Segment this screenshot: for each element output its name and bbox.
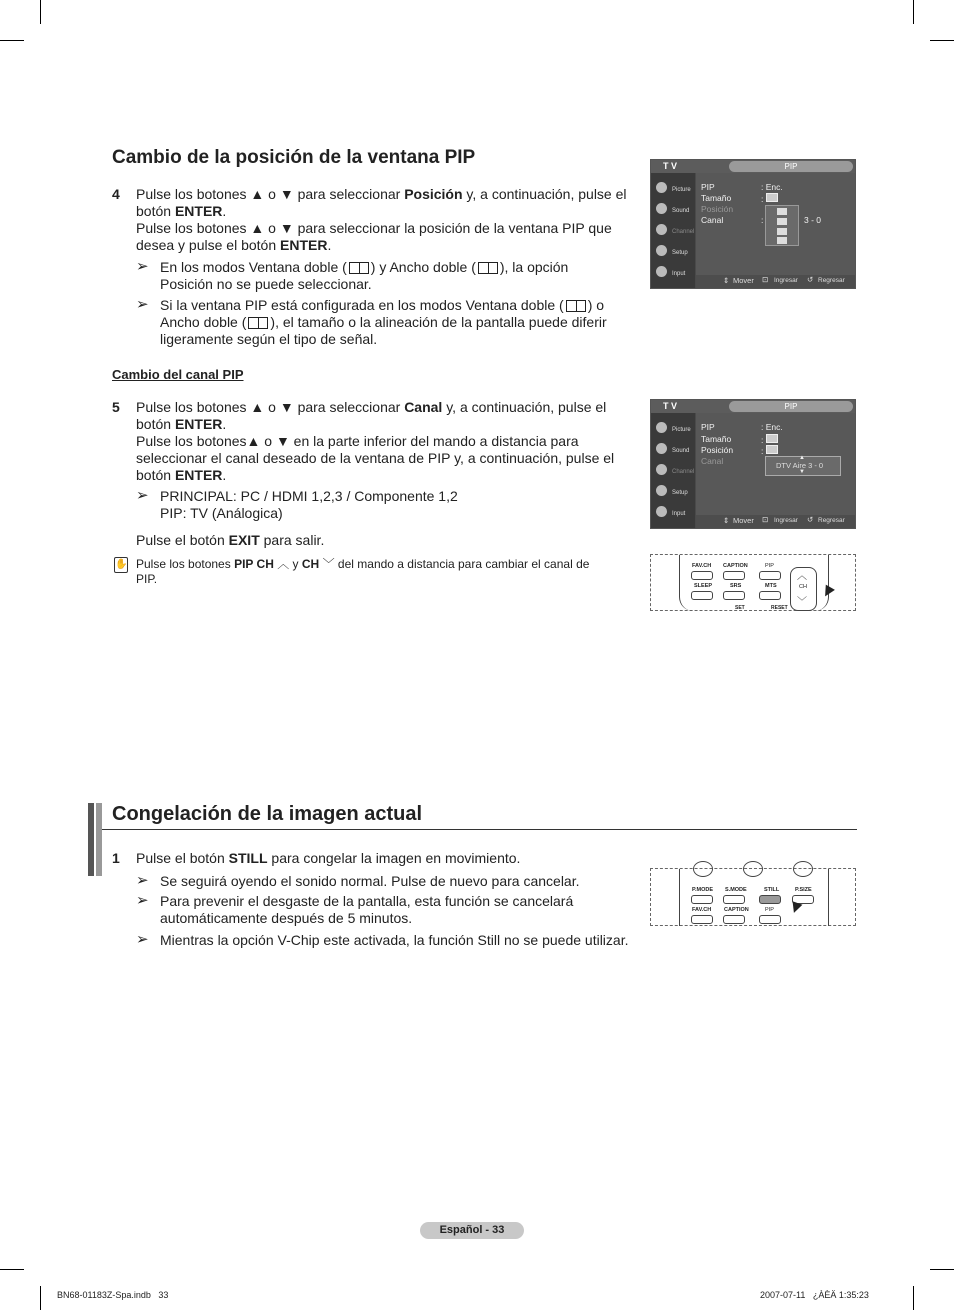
button-label: PIP [765, 907, 774, 913]
remote-control-illustration [650, 868, 856, 926]
crop-mark [40, 0, 41, 24]
text: Regresar [818, 517, 845, 524]
dual-window-icon [566, 300, 586, 312]
text: ), el tamaño o la alineación de la pantalla puede diferir [270, 314, 607, 330]
button-label: PIP [765, 563, 774, 569]
position-option [777, 237, 787, 244]
sound-icon [656, 203, 667, 214]
menu-row: Canal [701, 456, 724, 466]
sidebar-item-sound [654, 440, 694, 460]
step-number: 4 [112, 186, 120, 202]
note-text: Mientras la opción V-Chip este activada, la función Still no se puede utilizar. [160, 932, 629, 948]
text: Canal [404, 399, 443, 415]
setup-icon [656, 485, 667, 496]
step-number: 5 [112, 399, 120, 415]
text: Si la ventana PIP está configurada en los modos Ventana doble ( [160, 297, 564, 313]
position-option [777, 208, 787, 215]
tip-icon: ✋ [114, 557, 128, 573]
text: automáticamente después de 5 minutos. [160, 910, 413, 926]
tv-menu-screenshot [650, 159, 856, 289]
menu-value: : [761, 215, 764, 225]
section-marker-bar [88, 803, 94, 876]
sidebar-item-setup [654, 482, 694, 502]
input-icon [656, 266, 667, 277]
button-label: CAPTION [723, 563, 748, 569]
text: Para prevenir el desgaste de la pantalla, esta función se cancelará [160, 893, 574, 909]
text: CH [301, 557, 320, 571]
note-text [160, 488, 458, 522]
round-button [793, 861, 813, 877]
sidebar-item-channel [654, 461, 694, 481]
note-arrow-icon: ➢ [136, 892, 149, 909]
text: ENTER [174, 416, 223, 432]
text: ENTER [174, 467, 223, 483]
text: ), la opción [499, 259, 569, 275]
text: y, a continuación, pulse el [462, 186, 627, 202]
text: Pulse los botones ▲ o ▼ para seleccionar [136, 399, 405, 415]
sidebar-item-picture [654, 419, 694, 439]
text: Sound [672, 448, 690, 454]
channel-icon [656, 464, 667, 475]
picture-icon [656, 182, 667, 193]
dual-wide-icon [248, 317, 268, 329]
button-label: MTS [765, 583, 777, 589]
text: PRINCIPAL: PC / HDMI 1,2,3 / Componente 1,2 [160, 488, 458, 504]
menu-bottom-bar [696, 515, 855, 528]
tip-text [136, 557, 626, 587]
move-icon: ⇕ [723, 516, 730, 525]
note-text: Se seguirá oyendo el sonido normal. Pulse de nuevo para cancelar. [160, 873, 580, 889]
text: ) y Ancho doble ( [370, 259, 476, 275]
text: Pulse los botones ▲ o ▼ para seleccionar [136, 186, 405, 202]
text: botón [136, 203, 175, 219]
chevron-up-icon: ︿ [277, 557, 290, 571]
pointing-hand-icon: ▼ [815, 577, 841, 605]
picture-icon [656, 422, 667, 433]
menu-value: : [761, 193, 778, 204]
button-label: CAPTION [724, 907, 749, 913]
caption-button [723, 571, 745, 580]
note-text [160, 893, 573, 927]
channel-popup [765, 456, 841, 476]
menu-row: Tamaño [701, 193, 732, 203]
step-number: 1 [112, 850, 120, 866]
menu-value: 3 - 0 [804, 215, 822, 225]
button-label: SRS [730, 583, 742, 589]
dual-wide-icon [478, 262, 498, 274]
text: botón [136, 467, 175, 483]
menu-sidebar [651, 173, 695, 288]
menu-tab: PIP [729, 401, 853, 412]
round-button [693, 861, 713, 877]
caption-button [723, 915, 745, 924]
menu-tab: PIP [729, 161, 853, 172]
text: ) o [587, 297, 605, 313]
menu-main [696, 413, 855, 528]
note-text [160, 297, 630, 348]
text: y, a continuación, pulse el [442, 399, 607, 415]
button-label: FAV.CH [692, 907, 712, 913]
sleep-button [691, 591, 713, 600]
menu-row: PIP [701, 182, 715, 192]
button-label: RESET [771, 605, 788, 611]
menu-row: PIP [701, 422, 715, 432]
position-icon [766, 445, 778, 454]
setup-icon [656, 245, 667, 256]
sidebar-item-input [654, 263, 694, 283]
note-arrow-icon: ➢ [136, 487, 149, 504]
title-underline [102, 829, 857, 830]
text: ENTER [174, 203, 223, 219]
channel-icon [656, 224, 667, 235]
text: STILL [228, 850, 268, 866]
menu-row: Posición [701, 204, 734, 214]
fav-ch-button [691, 915, 713, 924]
tv-menu-screenshot [650, 399, 856, 529]
text: . [222, 467, 227, 483]
note-arrow-icon: ➢ [136, 931, 149, 948]
crop-mark [913, 1286, 914, 1310]
chevron-down-icon: ﹀ [322, 557, 335, 571]
chevron-up-icon: ▲ [799, 455, 805, 461]
subsection-title: Cambio del canal PIP [112, 367, 244, 382]
note-arrow-icon: ➢ [136, 872, 149, 889]
s-mode-button [723, 895, 745, 904]
p-mode-button [691, 895, 713, 904]
pip-button [759, 571, 781, 580]
menu-row: Posición [701, 445, 734, 455]
enter-icon: ⊡ [762, 275, 769, 284]
text: Mover [733, 276, 754, 285]
text: Channel [672, 469, 695, 475]
text: Ancho doble ( [160, 314, 247, 330]
text: para salir. [259, 532, 325, 548]
text: Regresar [818, 277, 845, 284]
menu-top-bar [651, 400, 855, 413]
crop-mark [930, 40, 954, 41]
button-label: CH [799, 584, 807, 590]
exit-text [136, 532, 324, 549]
return-icon: ↺ [807, 515, 814, 524]
remote-control-illustration [650, 554, 856, 611]
sidebar-item-input [654, 503, 694, 523]
text: Posición no se puede seleccionar. [160, 276, 372, 292]
text: Picture [672, 187, 691, 193]
menu-value: : [761, 434, 778, 445]
button-label: P.SIZE [795, 887, 812, 893]
text: EXIT [228, 532, 260, 548]
step-5-text [136, 399, 636, 484]
text: del mando a distancia para cambiar el canal de [334, 557, 590, 571]
text: Input [672, 511, 686, 517]
button-label: SET [735, 605, 745, 611]
sidebar-item-channel [654, 221, 694, 241]
text: Setup [672, 490, 688, 496]
text: PIP. [136, 572, 158, 586]
section-marker-bar [96, 803, 102, 876]
note-arrow-icon: ➢ [136, 258, 149, 275]
position-dropdown [765, 205, 799, 246]
input-icon [656, 506, 667, 517]
crop-mark [0, 40, 24, 41]
text: PIP CH [234, 557, 274, 571]
sound-icon [656, 443, 667, 454]
tv-label: T V [663, 401, 678, 411]
text: ENTER [280, 237, 328, 253]
button-label: S.MODE [725, 887, 747, 893]
text: ligeramente según el tipo de señal. [160, 331, 378, 347]
text: Pulse el botón [136, 850, 229, 866]
section-title: Congelación de la imagen actual [112, 803, 423, 825]
pip-button [759, 915, 781, 924]
round-button [743, 861, 763, 877]
text: . [327, 237, 332, 253]
button-label: P.MODE [692, 887, 713, 893]
return-icon: ↺ [807, 275, 814, 284]
chevron-down-icon: ﹀ [797, 597, 807, 608]
footer-date: 2007-07-11 ¿ÀÈÄ 1:35:23 [760, 1290, 869, 1300]
crop-mark [930, 1269, 954, 1270]
button-label: STILL [764, 887, 780, 893]
footer-file: BN68-01183Z-Spa.indb 33 [57, 1290, 169, 1300]
mts-button [759, 591, 781, 600]
text: Setup [672, 250, 688, 256]
step-4-text [136, 186, 636, 254]
channel-value: DTV Aire 3 - 0 [776, 461, 824, 470]
still-button [759, 895, 781, 904]
sidebar-item-setup [654, 242, 694, 262]
menu-value: : Enc. [761, 182, 783, 192]
srs-button [723, 591, 745, 600]
menu-row: Canal [701, 215, 724, 225]
position-option [777, 228, 787, 235]
button-label: SLEEP [694, 583, 713, 589]
text: . [222, 203, 227, 219]
text: PIP: TV (Análogica) [160, 505, 283, 521]
text: Pulse los botones▲ o ▼ en la parte inferior del mando a distancia para [136, 433, 579, 449]
text: desea y pulse el botón [136, 237, 280, 253]
text: Channel [672, 229, 695, 235]
sidebar-item-picture [654, 179, 694, 199]
text: Picture [672, 427, 691, 433]
text: Ingresar [774, 277, 798, 284]
menu-row: Tamaño [701, 434, 732, 444]
pointing-hand-icon: ▼ [784, 894, 808, 920]
text: Pulse el botón [136, 532, 229, 548]
text: En los modos Ventana doble ( [160, 259, 347, 275]
move-icon: ⇕ [723, 276, 730, 285]
text: . [222, 416, 227, 432]
text: y [289, 557, 302, 571]
text: Mover [733, 516, 754, 525]
text: Ingresar [774, 517, 798, 524]
menu-top-bar [651, 160, 855, 173]
text: seleccionar el canal deseado de la ventana de PIP y, a continuación, pulse el [136, 450, 615, 466]
size-icon [766, 193, 778, 202]
menu-sidebar [651, 413, 695, 528]
text: para congelar la imagen en movimiento. [267, 850, 521, 866]
menu-bottom-bar [696, 275, 855, 288]
text: botón [136, 416, 175, 432]
note-arrow-icon: ➢ [136, 296, 149, 313]
crop-mark [913, 0, 914, 24]
note-text [160, 259, 630, 293]
button-label: FAV.CH [692, 563, 712, 569]
text: Input [672, 271, 686, 277]
size-icon [766, 434, 778, 443]
crop-mark [40, 1286, 41, 1310]
text: Pulse los botones ▲ o ▼ para seleccionar la posición de la ventana PIP que [136, 220, 612, 236]
chevron-up-icon: ︿ [797, 571, 807, 582]
crop-mark [0, 1269, 24, 1270]
text: Posición [404, 186, 463, 202]
menu-main [696, 173, 855, 288]
text: Sound [672, 208, 690, 214]
menu-value: : [761, 445, 778, 456]
text: Pulse los botones [136, 557, 235, 571]
page-number-badge: Español - 33 [420, 1222, 524, 1239]
enter-icon: ⊡ [762, 515, 769, 524]
menu-value: : Enc. [761, 422, 783, 432]
fav-ch-button [691, 571, 713, 580]
sidebar-item-sound [654, 200, 694, 220]
tv-label: T V [663, 161, 678, 171]
position-option [777, 218, 787, 225]
dual-window-icon [349, 262, 369, 274]
chevron-down-icon: ▼ [799, 469, 805, 475]
section-title: Cambio de la posición de la ventana PIP [112, 147, 476, 168]
step-1-text [136, 850, 520, 867]
